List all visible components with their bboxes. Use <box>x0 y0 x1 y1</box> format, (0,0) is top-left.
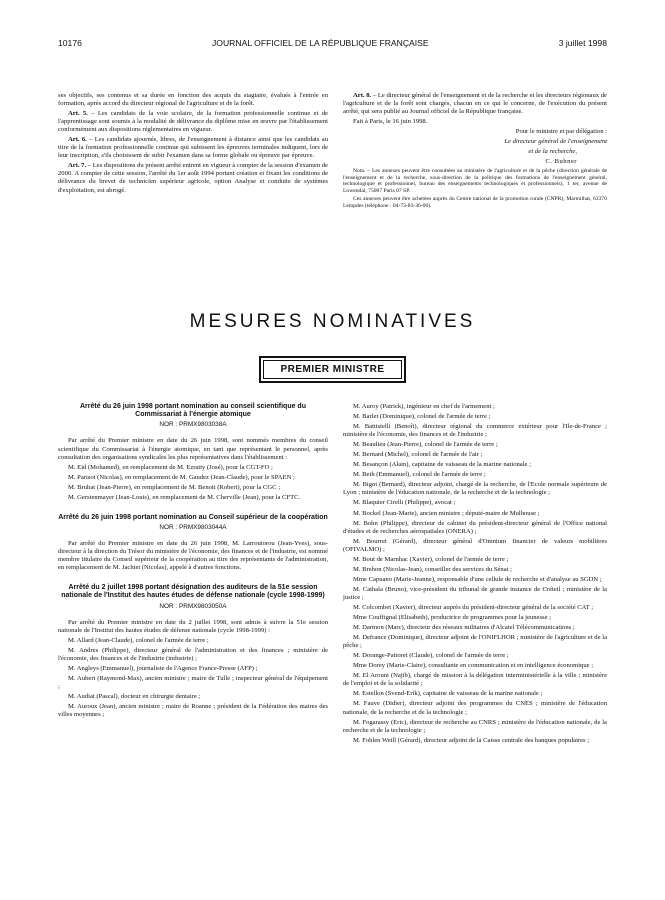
appointee-entry: M. Fohlen Weill (Gérard), directeur adjoint de la Caisse centrale des banques populaires ; <box>353 736 590 744</box>
signatory-role-1: Le directeur général de l'enseignement <box>504 138 607 146</box>
appointee-entry: Mme Couffignal (Elisabeth), productrice de programmes pour la jeunesse ; <box>353 614 551 622</box>
right-column <box>343 403 607 747</box>
signatory-role-2: et de la recherche, <box>528 148 577 156</box>
decree-title-cea: Arrêté du 26 juin 1998 portant nomination au conseil scientifique du Commissariat à l'énergie atomique <box>80 403 306 419</box>
ministry-box-outer <box>259 356 405 383</box>
appointee-entry: M. Bigot (Bernard), directeur adjoint, chargé de la recherche, de l'Ecole normale supérieure de Lyon ; ministère de l'éducation nationale, de la recherche et de la technologie ; <box>343 481 607 497</box>
appointee-entry: M. Angleys (Emmanuel), journaliste de l'Agence France-Presse (AFP) ; <box>68 664 258 672</box>
appointee-entry: M. Aubert (Raymond-Max), ancien ministre ; maire de Tulle ; inspecteur général de l'équipement ; <box>58 674 328 690</box>
appointee-entry: Mme Dorey (Marie-Claire), consultante en communication et en intelligence économique ; <box>353 662 594 670</box>
appointee-entry: M. Colcombet (Xavier), directeur auprès du président-directeur général de la société CAT ; <box>353 603 594 611</box>
delegation-line: Pour le ministre et par délégation : <box>515 128 607 136</box>
ministry-name: PREMIER MINISTRE <box>263 360 401 379</box>
decree-paragraph: M. Eid (Mohamed), en remplacement de M. Ezratty (José), pour la CGT-FO ; <box>68 463 273 471</box>
appointee-entry: M. Besançon (Alain), capitaine de vaisseau de la marine nationale ; <box>353 461 531 469</box>
decree-title-cooperation: Arrêté du 26 juin 1998 portant nomination au Conseil supérieur de la coopération <box>58 513 328 521</box>
appointee-entry: M. Dorange-Pattoret (Claude), colonel de l'armée de terre ; <box>353 652 509 660</box>
signature: C. Buhner <box>545 158 577 166</box>
appointee-entry: M. Defrance (Dominique), directeur adjoint de l'ONIFLHOR ; ministère de l'agriculture et de la pêche ; <box>343 634 607 650</box>
nota-paragraph: Nota. – Les annexes peuvent être consultées au ministère de l'agriculture et de la pêche (direction générale de l'enseignement et de la recherche, sous-direction de la politique des formations de l'enseignement général, technologique et professionnel, bureau des enseignements technologiques et professionnels), 1 ter, avenue de Lowendal, 75007 Paris 07 SP. <box>343 168 607 194</box>
appointee-entry: M. El Arouni (Najib), chargé de mission à la délégation interministérielle à la ville ; ministère de l'emploi et de la solidarité ; <box>343 672 607 688</box>
appointee-entry: M. Bout de Marnhac (Xavier), colonel de l'armée de terre ; <box>353 555 509 563</box>
annexes-paragraph: Ces annexes peuvent être achetées auprès du Centre national de la promotion rurale (CNPR), Marmilhat, 63370 Lempdes (téléphone : 04-73-83-36-00). <box>343 196 607 209</box>
appointee-entry: M. Beth (Emmanuel), colonel de l'armée de terre ; <box>353 471 486 479</box>
appointee-entry: M. Barlet (Dominique), colonel de l'armée de terre ; <box>353 413 491 421</box>
decree-paragraph: M. Parisot (Nicolas), en remplacement de M. Gaudez (Jean-Claude), pour le SPAEN ; <box>68 473 295 481</box>
appointee-entry: M. Andres (Philippe), directeur général de l'administration et des finances ; ministère de l'économie, des finances et de l'industrie (industrie) ; <box>58 646 328 662</box>
appointee-entry: M. Beaulieu (Jean-Pierre), colonel de l'armée de terre ; <box>353 441 498 449</box>
decree-paragraph: Par arrêté du Premier ministre en date du 26 juin 1998, M. Larroutorou (Jean-Yves), sous-directeur à la direction du Trésor du ministère de l'économie, des finances et de l'industrie, est nommé membre titulaire du Conseil supérieur de la coopération au titre des représentants de l'administration, en remplacement de M. Jachiet (Nicolas), appelé à d'autres fonctions. <box>58 540 328 572</box>
article-8: Art. 8. – Le directeur général de l'enseignement et de la recherche et les directeurs régionaux de l'agriculture et de la forêt sont chargés, chacun en ce qui le concerne, de l'exécution du présent arrêté, qui sera publié au Journal officiel de la République française. <box>343 92 607 116</box>
decree-paragraph: Par arrêté du Premier ministre en date du 2 juillet 1998, sont admis à suivre la 51e session nationale de l'Institut des hautes études de défense nationale (cycle 1998-1999) : <box>58 618 328 634</box>
appointee-entry: M. Battistelli (Benoît), directeur régional du commerce extérieur pour l'Ile-de-France ; ministère de l'économie, des finances et de l'industrie ; <box>343 423 607 439</box>
article-5: Art. 5. – Les candidats de la voie scolaire, de la formation professionnelle continue et de l'apprentissage sont soumis à la modalité de délivrance du diplôme mise en œuvre par l'établissement conformément aux dispositions réglementaires en vigueur. <box>58 110 328 134</box>
appointee-entry: M. Bourret (Gérard), directeur général d'Omnium financier de valeurs mobilières (OFIVALMO) ; <box>343 537 607 553</box>
decree-paragraph: M. Gerstenmayer (Jean-Louis), en remplacement de M. Cherville (Jean), pour la CFTC. <box>68 493 301 501</box>
appointee-entry: M. Bockel (Jean-Marie), ancien ministre ; député-maire de Mulhouse ; <box>353 509 540 517</box>
appointee-entry: M. Auroux (Jean), ancien ministre ; maire de Roanne ; président de la Fédération des maires des villes moyennes ; <box>58 703 328 719</box>
nor-reference: NOR : PRMX9803044A <box>159 523 227 531</box>
ministry-box <box>0 356 665 383</box>
decree-paragraph: M. Bruhat (Jean-Pierre), en remplacement de M. Benoit (Robert), pour la CGC ; <box>68 483 281 491</box>
page-header <box>58 36 607 50</box>
fait-a-paris: Fait à Paris, le 16 juin 1998. <box>353 118 428 126</box>
appointee-entry: M. Fauve (Didier), directeur adjoint des programmes du CNES ; ministère de l'éducation nationale, de la recherche et de la technologie ; <box>343 700 607 716</box>
section-title: MESURES NOMINATIVES <box>189 311 476 332</box>
decree-title-ihedn: Arrêté du 2 juillet 1998 portant désignation des auditeurs de la 51e session nationale de l'Institut des hautes études de défense nationale (cycle 1998-1999) <box>61 584 325 600</box>
top-right-column <box>343 92 607 211</box>
journal-title: JOURNAL OFFICIEL DE LA RÉPUBLIQUE FRANÇAISE <box>211 38 429 48</box>
appointee-entry: M. Estellon (Svend-Erik), capitaine de vaisseau de la marine nationale ; <box>353 690 543 698</box>
nor-reference: NOR : PRMX9803038A <box>159 421 227 429</box>
left-column <box>58 403 328 721</box>
top-left-column <box>58 92 328 197</box>
appointee-entry: M. Audiat (Pascal), docteur en chirurgie dentaire ; <box>68 693 201 701</box>
article-7: Art. 7. – Les dispositions du présent arrêté entrent en vigueur à compter de la session d'examen de 2000. A compter de cette session, l'arrêté du 1er août 1994 portant création et fixant les conditions de délivrance du brevet de technicien supérieur agricole, option Analyse et conduite de systèmes d'exploitation, est abrogé. <box>58 162 328 194</box>
appointee-entry: M. Darmon (Marc), directeur des réseaux militaires d'Alcatel Télécommunications ; <box>353 624 575 632</box>
appointee-entry: M. Auroy (Patrick), ingénieur en chef de l'armement ; <box>353 403 495 410</box>
decree-paragraph: Par arrêté du Premier ministre en date du 26 juin 1998, sont nommés membres du conseil scientifique du Commissariat à l'énergie atomique, en tant que représentant le personnel, après consultation des organisations syndicales les plus représentatives dans l'établissement : <box>58 437 328 461</box>
appointee-entry: M. Blaquier Cirelli (Philippe), avocat ; <box>353 499 456 507</box>
appointee-entry: M. Bernard (Michel), colonel de l'armée de l'air ; <box>353 451 483 459</box>
appointee-entry: M. Allard (Jean-Claude), colonel de l'armée de terre ; <box>68 636 209 644</box>
appointee-entry: M. Fogarassy (Eric), directeur de recherche au CNRS ; ministère de l'éducation nationale, de la recherche et de la technologie ; <box>343 718 607 734</box>
article-6: Art. 6. – Les candidats ajournés, libres, de l'enseignement à distance ainsi que les candidats au titre de la formation professionnelle continue qui subissent les épreuves terminales indiquent, lors de leur inscription, s'ils choisissent de subir l'examen dans sa forme globale ou épreuve par épreuve. <box>58 136 328 160</box>
appointee-entry: M. Bohn (Philippe), directeur de cabinet du président-directeur général de l'Office national d'études et de recherches aérospatiales (ONERA) ; <box>343 519 607 535</box>
appointee-entry: M. Cathala (Bruno), vice-président du tribunal de grande instance de Créteil ; ministère de la justice ; <box>343 585 607 601</box>
article-continuation: ses objectifs, ses contenus et sa durée en fonction des acquis du stagiaire, évalués à l'entrée en formation, après accord du directeur régional de l'agriculture et de la forêt. <box>58 92 328 108</box>
issue-date: 3 juillet 1998 <box>558 38 607 48</box>
appointee-entry: Mme Capuano (Marie-Jeanne), responsable d'une cellule de recherche et d'analyse au SGDN ; <box>353 575 602 583</box>
nor-reference: NOR : PRMX9803050A <box>159 602 227 610</box>
page-number: 10176 <box>58 38 82 48</box>
appointee-entry: M. Brehon (Nicolas-Jean), conseiller des services du Sénat ; <box>353 565 512 573</box>
